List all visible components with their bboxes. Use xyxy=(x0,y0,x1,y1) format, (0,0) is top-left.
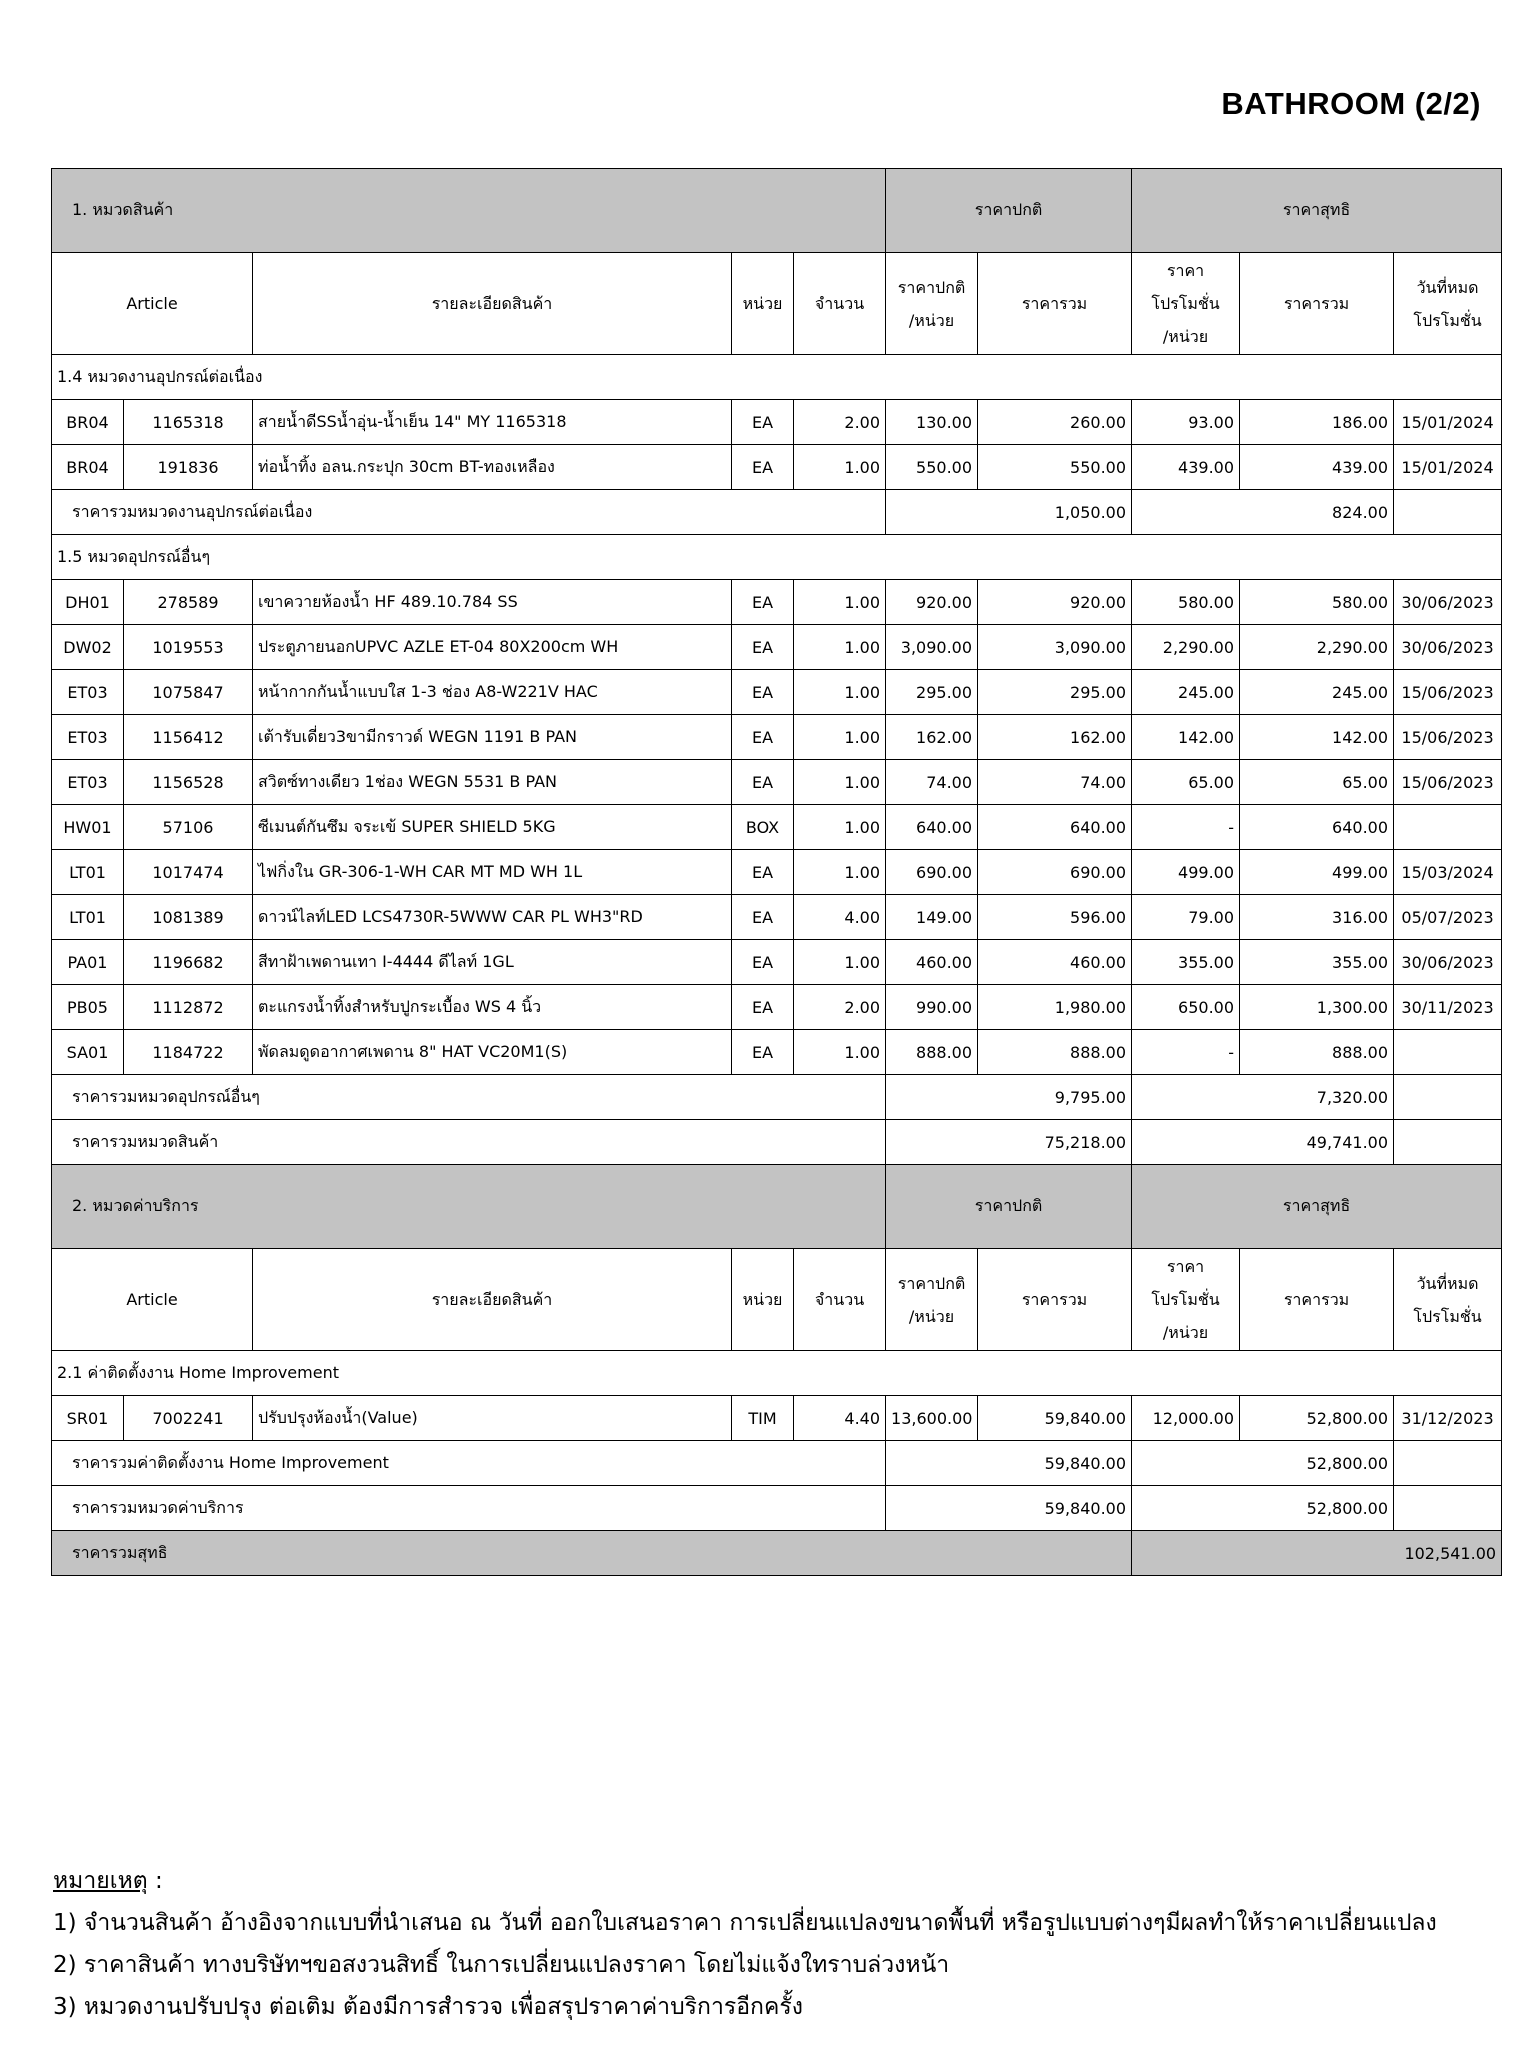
item-unit: EA xyxy=(732,580,794,625)
item-qty: 1.00 xyxy=(794,625,886,670)
item-unit: EA xyxy=(732,1030,794,1075)
item-normal-total: 920.00 xyxy=(978,580,1132,625)
table-row xyxy=(52,625,1502,670)
item-qty: 2.00 xyxy=(794,985,886,1030)
item-promo-total: 52,800.00 xyxy=(1240,1396,1394,1441)
item-normal-total: 3,090.00 xyxy=(978,625,1132,670)
item-unit-price: 3,090.00 xyxy=(886,625,978,670)
item-promo-total: 142.00 xyxy=(1240,715,1394,760)
header-text-line: /หน่วย xyxy=(908,310,955,330)
item-promo-price: 79.00 xyxy=(1132,895,1240,940)
subtotal-row xyxy=(52,490,1502,535)
sum-normal: 59,840.00 xyxy=(886,1486,1132,1531)
item-unit-price: 460.00 xyxy=(886,940,978,985)
item-promo-total: 580.00 xyxy=(1240,580,1394,625)
item-promo-price: 142.00 xyxy=(1132,715,1240,760)
item-article: 1019553 xyxy=(124,625,253,670)
item-detail: ไฟกิ่งใน GR-306-1-WH CAR MT MD WH 1L xyxy=(253,850,732,895)
item-article: 57106 xyxy=(124,805,253,850)
table-row xyxy=(52,1030,1502,1075)
table-row xyxy=(52,895,1502,940)
sum-label: ราคารวมหมวดงานอุปกรณ์ต่อเนื่อง xyxy=(52,490,886,535)
item-code: LT01 xyxy=(52,895,124,940)
item-unit: EA xyxy=(732,895,794,940)
col-promo-total-header: ราคารวม xyxy=(1240,253,1394,355)
item-article: 1196682 xyxy=(124,940,253,985)
table-row xyxy=(52,1396,1502,1441)
table-row xyxy=(52,805,1502,850)
item-unit: EA xyxy=(732,985,794,1030)
item-article: 1075847 xyxy=(124,670,253,715)
normal-price-header: ราคาปกติ xyxy=(886,1165,1132,1249)
item-detail: เต้ารับเดี่ยว3ขามีกราวด์ WEGN 1191 B PAN xyxy=(253,715,732,760)
note-line: 1) จำนวนสินค้า อ้างอิงจากแบบที่นำเสนอ ณ วันที่ ออกใบเสนอราคา การเปลี่ยนแปลงขนาดพื้นที่ หรือรูปแบบต่างๆมีผลทำให้ราคาเปลี่ยนแปลง xyxy=(53,1910,1437,1936)
subsection-title: 1.4 หมวดงานอุปกรณ์ต่อเนื่อง xyxy=(52,355,1502,400)
table-row xyxy=(52,850,1502,895)
item-article: 7002241 xyxy=(124,1396,253,1441)
sum-label: ราคารวมหมวดสินค้า xyxy=(52,1120,886,1165)
item-normal-total: 59,840.00 xyxy=(978,1396,1132,1441)
item-promo-end: 30/11/2023 xyxy=(1394,985,1502,1030)
item-detail: ดาวน์ไลท์LED LCS4730R-5WWW CAR PL WH3"RD xyxy=(253,895,732,940)
item-code: PA01 xyxy=(52,940,124,985)
item-normal-total: 640.00 xyxy=(978,805,1132,850)
normal-price-header: ราคาปกติ xyxy=(886,169,1132,253)
col-normal-total-header: ราคารวม xyxy=(978,253,1132,355)
item-detail: ซีเมนต์กันซึม จระเข้ SUPER SHIELD 5KG xyxy=(253,805,732,850)
item-qty: 2.00 xyxy=(794,400,886,445)
item-unit: EA xyxy=(732,625,794,670)
item-unit-price: 990.00 xyxy=(886,985,978,1030)
item-unit-price: 13,600.00 xyxy=(886,1396,978,1441)
col-article-header: Article xyxy=(52,1249,253,1351)
item-code: PB05 xyxy=(52,985,124,1030)
item-promo-price: 65.00 xyxy=(1132,760,1240,805)
item-promo-total: 245.00 xyxy=(1240,670,1394,715)
header-text-line: ราคาปกติ xyxy=(897,277,966,297)
item-code: SR01 xyxy=(52,1396,124,1441)
sum-empty xyxy=(1394,1486,1502,1531)
item-promo-end xyxy=(1394,805,1502,850)
item-normal-total: 460.00 xyxy=(978,940,1132,985)
subsection-title-row xyxy=(52,535,1502,580)
sum-empty xyxy=(1394,1120,1502,1165)
item-normal-total: 162.00 xyxy=(978,715,1132,760)
item-code: LT01 xyxy=(52,850,124,895)
sum-net: 7,320.00 xyxy=(1132,1075,1394,1120)
notes-title: หมายเหตุ xyxy=(53,1868,148,1894)
header-text-line: ราคาปกติ xyxy=(897,1273,966,1293)
col-qty-header: จำนวน xyxy=(794,1249,886,1351)
item-promo-price: 439.00 xyxy=(1132,445,1240,490)
sum-net: 824.00 xyxy=(1132,490,1394,535)
col-promo-price-header xyxy=(1132,1249,1240,1351)
item-article: 1156412 xyxy=(124,715,253,760)
item-unit: EA xyxy=(732,400,794,445)
item-promo-total: 888.00 xyxy=(1240,1030,1394,1075)
item-unit-price: 550.00 xyxy=(886,445,978,490)
item-detail: สายน้ำดีSSน้ำอุ่น-น้ำเย็น 14" MY 1165318 xyxy=(253,400,732,445)
item-promo-price: 580.00 xyxy=(1132,580,1240,625)
item-detail: เขาควายห้องน้ำ HF 489.10.784 SS xyxy=(253,580,732,625)
item-promo-price: 355.00 xyxy=(1132,940,1240,985)
subsection-title: 1.5 หมวดอุปกรณ์อื่นๆ xyxy=(52,535,1502,580)
item-promo-price: 499.00 xyxy=(1132,850,1240,895)
item-qty: 1.00 xyxy=(794,760,886,805)
item-code: ET03 xyxy=(52,715,124,760)
item-qty: 4.00 xyxy=(794,895,886,940)
item-promo-price: - xyxy=(1132,805,1240,850)
item-promo-price: 93.00 xyxy=(1132,400,1240,445)
sum-empty xyxy=(1394,490,1502,535)
item-code: ET03 xyxy=(52,670,124,715)
item-qty: 1.00 xyxy=(794,715,886,760)
col-unit-price-header xyxy=(886,1249,978,1351)
item-promo-end: 30/06/2023 xyxy=(1394,940,1502,985)
item-article: 278589 xyxy=(124,580,253,625)
item-normal-total: 260.00 xyxy=(978,400,1132,445)
item-unit-price: 162.00 xyxy=(886,715,978,760)
item-code: SA01 xyxy=(52,1030,124,1075)
item-promo-end: 15/01/2024 xyxy=(1394,400,1502,445)
item-detail: หน้ากากกันน้ำแบบใส 1-3 ช่อง A8-W221V HAC xyxy=(253,670,732,715)
item-unit: EA xyxy=(732,670,794,715)
section-header-row xyxy=(52,169,1502,253)
col-detail-header: รายละเอียดสินค้า xyxy=(253,253,732,355)
subsection-title-row xyxy=(52,1351,1502,1396)
col-unit-header: หน่วย xyxy=(732,253,794,355)
notes-colon: : xyxy=(147,1868,163,1894)
notes-section xyxy=(53,1860,1437,2028)
table-row xyxy=(52,670,1502,715)
col-article-header: Article xyxy=(52,253,253,355)
table-row xyxy=(52,940,1502,985)
col-normal-total-header: ราคารวม xyxy=(978,1249,1132,1351)
table-row xyxy=(52,715,1502,760)
item-unit: BOX xyxy=(732,805,794,850)
item-article: 1017474 xyxy=(124,850,253,895)
item-unit: EA xyxy=(732,850,794,895)
column-header-row xyxy=(52,253,1502,355)
item-unit: EA xyxy=(732,940,794,985)
item-article: 191836 xyxy=(124,445,253,490)
col-unit-header: หน่วย xyxy=(732,1249,794,1351)
subtotal-row xyxy=(52,1075,1502,1120)
item-promo-end: 31/12/2023 xyxy=(1394,1396,1502,1441)
col-promo-price-header xyxy=(1132,253,1240,355)
grand-total-value: 102,541.00 xyxy=(1132,1531,1502,1576)
notes-heading xyxy=(53,1860,1437,1902)
sum-net: 52,800.00 xyxy=(1132,1441,1394,1486)
section-header-row xyxy=(52,1165,1502,1249)
item-normal-total: 888.00 xyxy=(978,1030,1132,1075)
sum-label: ราคารวมหมวดอุปกรณ์อื่นๆ xyxy=(52,1075,886,1120)
section-total-row xyxy=(52,1486,1502,1531)
item-promo-total: 640.00 xyxy=(1240,805,1394,850)
col-promo-end-header xyxy=(1394,253,1502,355)
header-text-line: /หน่วย xyxy=(908,1306,955,1326)
item-normal-total: 550.00 xyxy=(978,445,1132,490)
item-promo-end: 15/06/2023 xyxy=(1394,715,1502,760)
item-promo-price: 245.00 xyxy=(1132,670,1240,715)
table-row xyxy=(52,760,1502,805)
item-detail: สีทาฝ้าเพดานเทา I-4444 ดีไลท์ 1GL xyxy=(253,940,732,985)
item-promo-total: 186.00 xyxy=(1240,400,1394,445)
grand-total-row xyxy=(52,1531,1502,1576)
item-unit-price: 295.00 xyxy=(886,670,978,715)
item-unit: TIM xyxy=(732,1396,794,1441)
page-title: BATHROOM (2/2) xyxy=(1221,86,1481,121)
item-code: BR04 xyxy=(52,445,124,490)
header-text-line: /หน่วย xyxy=(1162,1323,1209,1342)
col-detail-header: รายละเอียดสินค้า xyxy=(253,1249,732,1351)
item-qty: 1.00 xyxy=(794,670,886,715)
note-line: 2) ราคาสินค้า ทางบริษัทฯขอสงวนสิทธิ์ ในการเปลี่ยนแปลงราคา โดยไม่แจ้งใทราบล่วงหน้า xyxy=(53,1952,950,1978)
subsection-title-row xyxy=(52,355,1502,400)
item-article: 1112872 xyxy=(124,985,253,1030)
item-code: DW02 xyxy=(52,625,124,670)
header-text-line: โปรโมชั่น xyxy=(1151,1290,1220,1309)
item-promo-end xyxy=(1394,1030,1502,1075)
col-promo-end-header xyxy=(1394,1249,1502,1351)
sum-normal: 59,840.00 xyxy=(886,1441,1132,1486)
table-row xyxy=(52,400,1502,445)
section-title: 2. หมวดค่าบริการ xyxy=(52,1165,886,1249)
item-promo-end: 15/06/2023 xyxy=(1394,760,1502,805)
item-detail: ท่อน้ำทิ้ง อลน.กระปุก 30cm BT-ทองเหลือง xyxy=(253,445,732,490)
item-promo-price: 650.00 xyxy=(1132,985,1240,1030)
item-unit-price: 130.00 xyxy=(886,400,978,445)
item-detail: ตะแกรงน้ำทิ้งสำหรับปูกระเบื้อง WS 4 นิ้ว xyxy=(253,985,732,1030)
item-promo-end: 05/07/2023 xyxy=(1394,895,1502,940)
section-total-row xyxy=(52,1120,1502,1165)
item-promo-end: 15/06/2023 xyxy=(1394,670,1502,715)
item-unit-price: 920.00 xyxy=(886,580,978,625)
sum-normal: 1,050.00 xyxy=(886,490,1132,535)
item-code: DH01 xyxy=(52,580,124,625)
sum-normal: 75,218.00 xyxy=(886,1120,1132,1165)
header-text-line: /หน่วย xyxy=(1162,327,1209,346)
item-normal-total: 1,980.00 xyxy=(978,985,1132,1030)
net-price-header: ราคาสุทธิ xyxy=(1132,1165,1502,1249)
header-text-line: โปรโมชั่น xyxy=(1413,310,1482,330)
item-normal-total: 295.00 xyxy=(978,670,1132,715)
item-qty: 4.40 xyxy=(794,1396,886,1441)
item-qty: 1.00 xyxy=(794,940,886,985)
item-promo-total: 355.00 xyxy=(1240,940,1394,985)
sum-normal: 9,795.00 xyxy=(886,1075,1132,1120)
item-unit-price: 74.00 xyxy=(886,760,978,805)
item-detail: ปรับปรุงห้องน้ำ(Value) xyxy=(253,1396,732,1441)
item-unit: EA xyxy=(732,445,794,490)
header-text-line: ราคา xyxy=(1166,261,1205,280)
item-promo-price: - xyxy=(1132,1030,1240,1075)
sum-empty xyxy=(1394,1075,1502,1120)
item-article: 1081389 xyxy=(124,895,253,940)
sum-empty xyxy=(1394,1441,1502,1486)
item-promo-total: 2,290.00 xyxy=(1240,625,1394,670)
table-row xyxy=(52,985,1502,1030)
quotation-table-body xyxy=(52,169,1502,1576)
sum-label: ราคารวมค่าติดตั้งงาน Home Improvement xyxy=(52,1441,886,1486)
header-text-line: โปรโมชั่น xyxy=(1413,1306,1482,1326)
item-unit-price: 640.00 xyxy=(886,805,978,850)
item-qty: 1.00 xyxy=(794,850,886,895)
item-promo-end: 30/06/2023 xyxy=(1394,625,1502,670)
subsection-title: 2.1 ค่าติดตั้งงาน Home Improvement xyxy=(52,1351,1502,1396)
item-normal-total: 74.00 xyxy=(978,760,1132,805)
item-promo-total: 1,300.00 xyxy=(1240,985,1394,1030)
header-text-line: วันที่หมด xyxy=(1416,1273,1479,1293)
item-promo-end: 30/06/2023 xyxy=(1394,580,1502,625)
header-text-line: ราคา xyxy=(1166,1257,1205,1276)
item-promo-total: 499.00 xyxy=(1240,850,1394,895)
header-text-line: โปรโมชั่น xyxy=(1151,294,1220,313)
item-normal-total: 690.00 xyxy=(978,850,1132,895)
header-text-line: วันที่หมด xyxy=(1416,277,1479,297)
grand-total-label: ราคารวมสุทธิ xyxy=(52,1531,1132,1576)
item-detail: ประตูภายนอกUPVC AZLE ET-04 80X200cm WH xyxy=(253,625,732,670)
item-unit-price: 888.00 xyxy=(886,1030,978,1075)
item-normal-total: 596.00 xyxy=(978,895,1132,940)
table-row xyxy=(52,445,1502,490)
note-line: 3) หมวดงานปรับปรุง ต่อเติม ต้องมีการสำรวจ เพื่อสรุปราคาค่าบริการอีกครั้ง xyxy=(53,1994,803,2020)
item-unit-price: 149.00 xyxy=(886,895,978,940)
col-qty-header: จำนวน xyxy=(794,253,886,355)
quotation-table xyxy=(51,168,1502,1576)
item-article: 1184722 xyxy=(124,1030,253,1075)
section-title: 1. หมวดสินค้า xyxy=(52,169,886,253)
item-promo-price: 2,290.00 xyxy=(1132,625,1240,670)
column-header-row xyxy=(52,1249,1502,1351)
item-unit: EA xyxy=(732,715,794,760)
item-code: ET03 xyxy=(52,760,124,805)
item-promo-total: 439.00 xyxy=(1240,445,1394,490)
item-article: 1156528 xyxy=(124,760,253,805)
item-detail: สวิตซ์ทางเดียว 1ช่อง WEGN 5531 B PAN xyxy=(253,760,732,805)
item-promo-price: 12,000.00 xyxy=(1132,1396,1240,1441)
item-detail: พัดลมดูดอากาศเพดาน 8" HAT VC20M1(S) xyxy=(253,1030,732,1075)
item-qty: 1.00 xyxy=(794,580,886,625)
item-qty: 1.00 xyxy=(794,445,886,490)
net-price-header: ราคาสุทธิ xyxy=(1132,169,1502,253)
item-promo-total: 316.00 xyxy=(1240,895,1394,940)
sum-net: 49,741.00 xyxy=(1132,1120,1394,1165)
col-promo-total-header: ราคารวม xyxy=(1240,1249,1394,1351)
item-unit: EA xyxy=(732,760,794,805)
item-qty: 1.00 xyxy=(794,1030,886,1075)
sum-net: 52,800.00 xyxy=(1132,1486,1394,1531)
sum-label: ราคารวมหมวดค่าบริการ xyxy=(52,1486,886,1531)
item-promo-end: 15/03/2024 xyxy=(1394,850,1502,895)
table-row xyxy=(52,580,1502,625)
item-article: 1165318 xyxy=(124,400,253,445)
subtotal-row xyxy=(52,1441,1502,1486)
item-code: HW01 xyxy=(52,805,124,850)
item-unit-price: 690.00 xyxy=(886,850,978,895)
col-unit-price-header xyxy=(886,253,978,355)
item-promo-end: 15/01/2024 xyxy=(1394,445,1502,490)
item-code: BR04 xyxy=(52,400,124,445)
item-promo-total: 65.00 xyxy=(1240,760,1394,805)
item-qty: 1.00 xyxy=(794,805,886,850)
